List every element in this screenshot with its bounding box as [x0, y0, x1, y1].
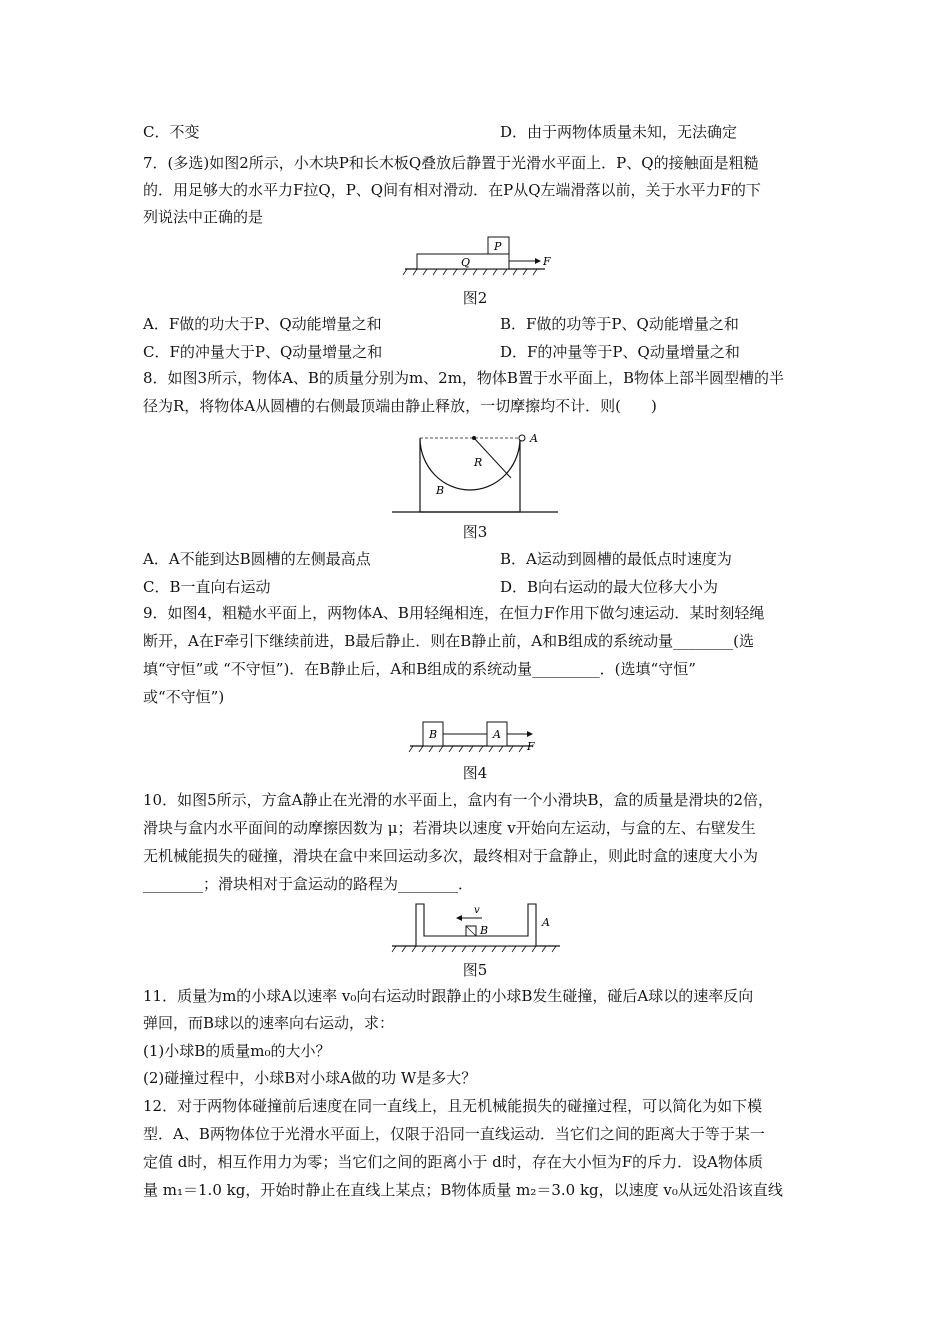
q12-stem-line1: 12．对于两物体碰撞前后速度在同一直线上，且无机械能损失的碰撞过程，可以简化为如下模	[143, 1097, 763, 1115]
figure-4	[405, 717, 555, 757]
q10-stem-line3: 无机械能损失的碰撞，滑块在盒中来回运动多次，最终相对于盒静止，则此时盒的速度大小为	[143, 847, 759, 865]
label-b: B	[480, 924, 489, 937]
ball-a	[519, 435, 525, 441]
figure-4-caption: 图4	[462, 764, 488, 782]
figure-3	[390, 428, 570, 520]
q10-stem-line2: 滑块与盒内水平面间的动摩擦因数为 μ；若滑块以速度 v开始向左运动，与盒的左、右壁发生	[143, 819, 756, 837]
ground-hatch	[392, 946, 556, 952]
label-p: P	[494, 240, 502, 253]
label-r: R	[474, 456, 483, 469]
q7-stem-line3: 列说法中正确的是	[143, 208, 264, 226]
ground-hatch	[409, 746, 523, 752]
q10-stem-line1: 10．如图5所示，方盒A静止在光滑的水平面上，盒内有一个小滑块B，盒的质量是滑块的2倍，	[143, 791, 774, 809]
q11-stem-line1: 11．质量为m的小球A以速率 v₀向右运动时跟静止的小球B发生碰撞，碰后A球以的速率反向	[143, 987, 754, 1005]
q7-option-b: B．F做的功等于P、Q动能增量之和	[500, 315, 739, 333]
block-b	[420, 438, 520, 512]
label-b: B	[429, 728, 438, 741]
label-v: v	[474, 905, 480, 916]
velocity-arrowhead	[456, 915, 462, 921]
q8-option-a: A．A不能到达B圆槽的左侧最高点	[143, 550, 371, 568]
q6-option-d: D．由于两物体质量未知，无法确定	[500, 123, 738, 141]
q11-stem-line2: 弹回，而B球以的速率向右运动，求：	[143, 1014, 395, 1032]
force-arrowhead	[527, 731, 533, 737]
q7-option-d: D．F的冲量等于P、Q动量增量之和	[500, 343, 740, 361]
q10-stem-line4: ________；滑块相对于盒运动的路程为________．	[143, 875, 474, 893]
q12-stem-line3: 定值 d时，相互作用力为零；当它们之间的距离小于 d时，存在大小恒为F的斥力．设A物体质	[143, 1153, 763, 1171]
figure-5-caption: 图5	[462, 961, 488, 979]
q6-option-c: C．不变	[143, 123, 200, 141]
ground-hatch	[403, 269, 537, 275]
q9-stem-line3: 填“守恒”或 “不守恒”)．在B静止后，A和B组成的系统动量_________．(选填“守恒”	[143, 660, 696, 678]
q11-part1: (1)小球B的质量m₀的大小？	[143, 1042, 331, 1060]
label-f: F	[527, 740, 535, 753]
q8-option-d: D．B向右运动的最大位移大小为	[500, 578, 719, 596]
q12-stem-line2: 型．A、B两物体位于光滑水平面上，仅限于沿同一直线运动．当它们之间的距离大于等于某一	[143, 1125, 765, 1143]
q8-stem-line1: 8．如图3所示，物体A、B的质量分别为m、2m，物体B置于水平面上，B物体上部半圆型槽的半	[143, 369, 784, 387]
force-arrowhead	[535, 258, 541, 264]
q9-stem-line1: 9．如图4，粗糙水平面上，两物体A、B用轻绳相连，在恒力F作用下做匀速运动．某时刻轻绳	[143, 604, 765, 622]
figure-5	[388, 900, 568, 956]
figure-2	[395, 233, 565, 283]
label-b: B	[436, 484, 445, 497]
label-a: A	[493, 728, 501, 741]
label-a: A	[542, 916, 550, 929]
q7-option-c: C．F的冲量大于P、Q动量增量之和	[143, 343, 383, 361]
q9-stem-line4: 或“不守恒”)	[143, 688, 225, 706]
figure-2-caption: 图2	[462, 289, 488, 307]
q9-stem-line2: 断开，A在F牵引下继续前进，B最后静止．则在B静止前，A和B组成的系统动量________(选	[143, 632, 754, 650]
q7-stem-line1: 7．(多选)如图2所示，小木块P和长木板Q叠放后静置于光滑水平面上．P、Q的接触面是粗糙	[143, 154, 759, 172]
q8-stem-line2: 径为R，将物体A从圆槽的右侧最顶端由静止释放，一切摩擦均不计．则( )	[143, 397, 657, 415]
q8-option-b: B．A运动到圆槽的最低点时速度为	[500, 550, 732, 568]
q12-stem-line4: 量 m₁＝1.0 kg，开始时静止在直线上某点；B物体质量 m₂＝3.0 kg，以速度 v₀从远处沿该直线	[143, 1181, 783, 1199]
label-q: Q	[461, 256, 471, 269]
figure-3-caption: 图3	[462, 523, 488, 541]
q11-part2: (2)碰撞过程中，小球B对小球A做的功 W是多大？	[143, 1069, 477, 1087]
label-f: F	[543, 255, 551, 268]
label-a: A	[530, 432, 538, 445]
q7-stem-line2: 的．用足够大的水平力F拉Q，P、Q间有相对滑动．在P从Q左端滑落以前，关于水平力F的下	[143, 181, 761, 199]
q8-option-c: C．B一直向右运动	[143, 578, 271, 596]
center-dot	[472, 436, 476, 440]
q7-option-a: A．F做的功大于P、Q动能增量之和	[143, 315, 382, 333]
